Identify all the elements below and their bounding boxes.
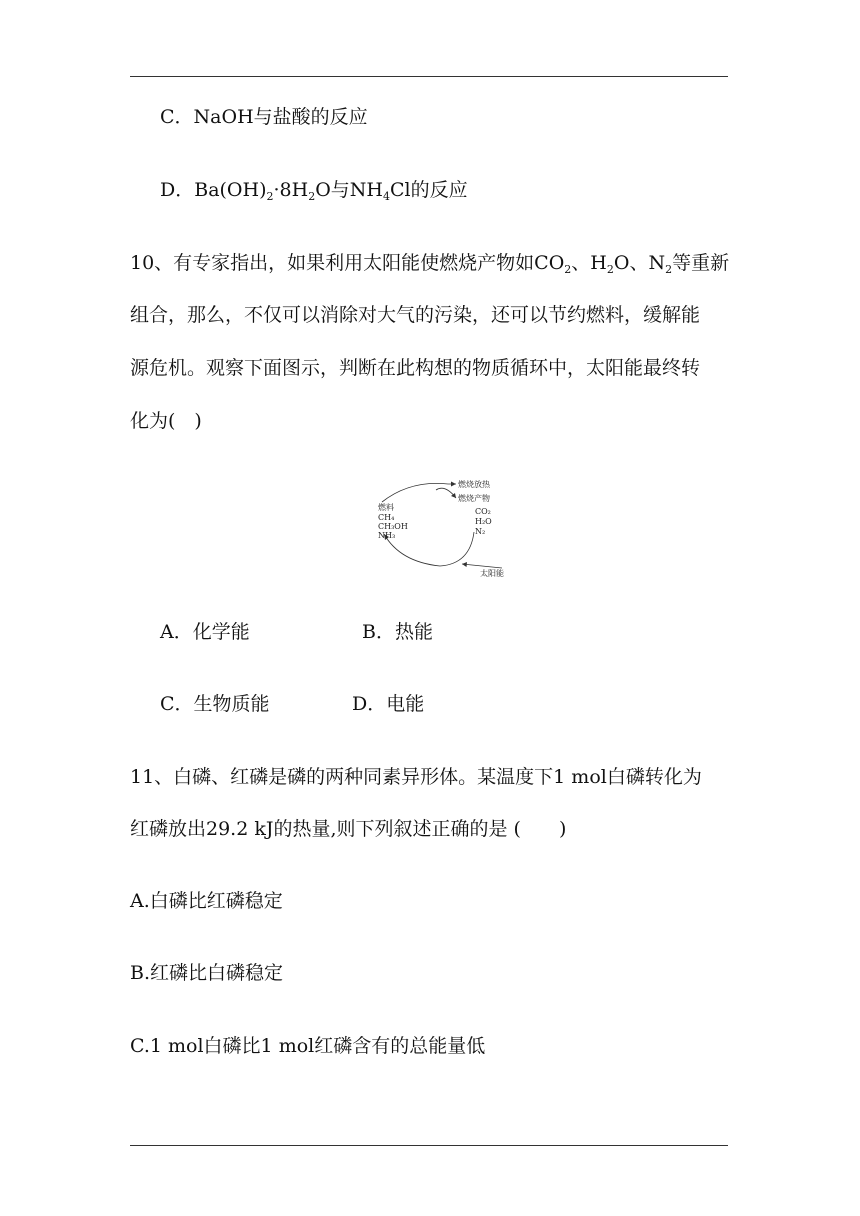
arrowhead-solar <box>462 562 467 567</box>
subscript: 4 <box>382 190 390 203</box>
fuel-item-nh3: NH₃ <box>378 531 396 540</box>
q10-option-a: A．化学能 <box>160 621 250 643</box>
top-rule <box>130 76 728 77</box>
q9-option-c <box>160 104 368 130</box>
label-burn-products: 燃烧产物 <box>458 494 490 503</box>
q9-option-d <box>160 177 468 210</box>
text: 等重新 <box>672 252 730 274</box>
q10-line-3: 源危机。观察下面图示，判断在此构想的物质循环中，太阳能最终转 <box>130 357 701 379</box>
formula-part: Cl的反应 <box>389 179 468 201</box>
formula-part: O与NH <box>315 179 383 201</box>
q11-line-2: 红磷放出29.2 kJ的热量,则下列叙述正确的是 ( ) <box>130 818 567 840</box>
energy-cycle-diagram <box>370 472 530 580</box>
subscript: 2 <box>564 263 572 276</box>
product-item-n2: N₂ <box>475 527 486 536</box>
subscript: 2 <box>308 190 316 203</box>
q10-option-c: C．生物质能 <box>160 693 270 715</box>
q10-option-d: D．电能 <box>352 693 425 715</box>
text: O、N <box>613 252 666 274</box>
option-letter: D． <box>160 179 195 201</box>
arrowhead-upper <box>451 482 456 487</box>
bottom-rule <box>130 1145 728 1146</box>
product-item-h2o: H₂O <box>475 517 492 526</box>
q10-line-4: 化为( ) <box>130 410 202 432</box>
upper-arc-arrow <box>382 483 456 502</box>
q11-option-b: B.红磷比白磷稳定 <box>130 962 284 984</box>
fuel-item-ch4: CH₄ <box>378 513 395 522</box>
q10-line-1 <box>130 250 729 283</box>
subscript: 2 <box>665 263 673 276</box>
text: 、H <box>571 252 607 274</box>
q11-line-1: 11、白磷、红磷是磷的两种同素异形体。某温度下1 mol白磷转化为 <box>130 766 702 788</box>
q10-line-2: 组合，那么，不仅可以消除对大气的污染，还可以节约燃料，缓解能 <box>130 304 701 326</box>
formula-part: Ba(OH) <box>194 179 267 201</box>
formula-part: ·8H <box>273 179 309 201</box>
q11-option-a: A.白磷比红磷稳定 <box>130 890 283 912</box>
q11-option-c: C.1 mol白磷比1 mol红磷含有的总能量低 <box>130 1035 486 1057</box>
label-solar: 太阳能 <box>480 569 504 578</box>
text: 10、有专家指出，如果利用太阳能使燃烧产物如CO <box>130 252 565 274</box>
option-text: NaOH与盐酸的反应 <box>193 106 368 128</box>
product-item-co2: CO₂ <box>475 507 491 516</box>
solar-arrow <box>462 564 502 568</box>
q10-option-b: B．热能 <box>362 621 433 643</box>
fuel-item-ch3oh: CH₃OH <box>378 522 408 531</box>
label-fuel: 燃料 <box>378 503 394 512</box>
option-letter: C． <box>160 106 194 128</box>
subscript: 2 <box>266 190 274 203</box>
label-burn-heat: 燃烧放热 <box>458 480 490 489</box>
subscript: 2 <box>606 263 614 276</box>
lower-arc-arrow <box>384 532 474 566</box>
